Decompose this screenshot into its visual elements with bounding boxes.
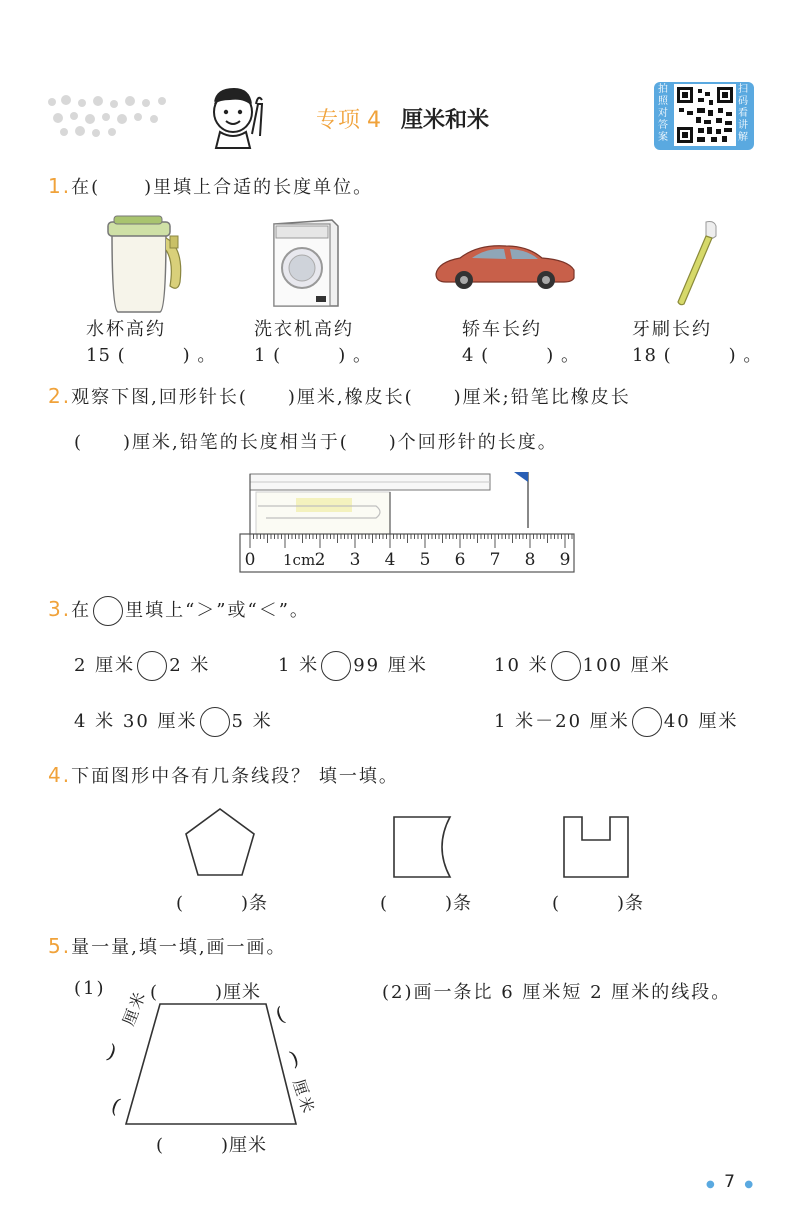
- q1-item4-label: 牙刷长约: [632, 319, 712, 340]
- q5-left-side-paren[interactable]: ): [104, 1039, 122, 1065]
- page-number: [706, 1172, 753, 1192]
- q4-answer-2[interactable]: ( )条: [380, 893, 473, 914]
- ruler-label: 9: [559, 550, 571, 570]
- q4-answer-3[interactable]: ( )条: [552, 893, 645, 914]
- q4-number: 4.: [48, 763, 72, 787]
- q1-stem-part2: )里填上合适的长度单位。: [144, 177, 374, 198]
- q3-row1-item2: [278, 651, 428, 681]
- q1-number: 1.: [48, 174, 72, 198]
- ruler-figure: [236, 468, 580, 574]
- cup-image: [104, 214, 190, 314]
- car-image: [432, 240, 578, 292]
- q5-right-side-paren-open[interactable]: (: [272, 1001, 290, 1027]
- q3-r2i2-right: 40 厘米: [663, 711, 739, 732]
- q5-number: 5.: [48, 934, 72, 958]
- q5-right-side-unit: 厘米: [289, 1076, 319, 1118]
- ruler-label: 8: [524, 550, 536, 570]
- ruler-label: 2: [314, 550, 326, 570]
- q2-number: 2.: [48, 384, 72, 408]
- q4-stem-text: 下面图形中各有几条线段？ 填一填。: [71, 766, 399, 787]
- q3-r1i1-right: 2 米: [169, 655, 211, 676]
- q5-right-side-paren-close[interactable]: ): [286, 1045, 304, 1071]
- ruler-label: 7: [489, 550, 501, 570]
- q3-r1i1-left: 2 厘米: [74, 655, 136, 676]
- pentagon-shape: [182, 806, 258, 878]
- q3-number: 3.: [48, 597, 72, 621]
- q5-stem: [48, 933, 287, 959]
- section-label: 专项 4: [316, 108, 381, 133]
- q1-item2-fill[interactable]: 1 ( ) 。: [254, 345, 372, 366]
- q3-r1i3-right: 100 厘米: [582, 655, 671, 676]
- compare-circle[interactable]: [200, 707, 230, 737]
- q1-item1-fill[interactable]: 15 ( ) 。: [86, 345, 217, 366]
- curved-shape: [390, 814, 456, 880]
- q3-r2i1-right: 5 米: [231, 711, 273, 732]
- dot-icon: ●: [706, 1179, 715, 1190]
- q1-stem: [48, 173, 373, 199]
- compare-circle[interactable]: [137, 651, 167, 681]
- ruler-label: 3: [349, 550, 361, 570]
- dot-icon: ●: [744, 1179, 754, 1190]
- ruler-label: 1cm: [283, 551, 316, 569]
- washing-machine-image: [266, 218, 342, 308]
- q5-left-side-paren-open[interactable]: (: [108, 1093, 126, 1119]
- q3-r1i2-left: 1 米: [278, 655, 320, 676]
- section-title: 厘米和米: [401, 108, 490, 133]
- q1-stem-part1: 在(: [71, 177, 101, 198]
- q1-item3-label: 轿车长约: [462, 319, 542, 340]
- q2-text-1: 观察下图,回形针长( )厘米,橡皮长( )厘米;铅笔比橡皮长: [71, 387, 631, 408]
- q1-item1-label: 水杯高约: [86, 319, 166, 340]
- q1-item2-label: 洗衣机高约: [254, 319, 354, 340]
- q3-r2i1-left: 4 米 30 厘米: [74, 711, 198, 732]
- page-title: [316, 103, 489, 134]
- compare-circle[interactable]: [632, 707, 662, 737]
- q1-item3-fill[interactable]: 4 ( ) 。: [462, 345, 580, 366]
- q3-r2i2-left: 1 米－20 厘米: [494, 711, 630, 732]
- q3-stem-part2: 里填上“＞”或“＜”。: [125, 600, 310, 621]
- ruler-label: 5: [419, 550, 431, 570]
- header-decor-dots: [44, 92, 174, 140]
- q5-stem-text: 量一量,填一填,画一画。: [71, 937, 287, 958]
- q3-stem: [48, 596, 310, 626]
- q3-r1i3-left: 10 米: [494, 655, 549, 676]
- q3-stem-part1: 在: [71, 600, 92, 621]
- q4-answer-1[interactable]: ( )条: [176, 893, 269, 914]
- ruler-label: 4: [384, 550, 396, 570]
- page-number-text: 7: [724, 1172, 735, 1192]
- q3-row1-item3: [494, 651, 671, 681]
- toothbrush-image: [672, 218, 728, 308]
- ruler-label: 0: [244, 550, 256, 570]
- q2-line2: ( )厘米,铅笔的长度相当于( )个回形针的长度。: [74, 432, 558, 453]
- compare-circle[interactable]: [321, 651, 351, 681]
- qr-side-text: 拍照对答案: [658, 84, 668, 143]
- q4-stem: [48, 762, 399, 788]
- q3-row2-item2: [494, 707, 738, 737]
- q5-part2-text: (2)画一条比 6 厘米短 2 厘米的线段。: [382, 982, 732, 1003]
- qr-right-text: 扫码看讲解: [738, 84, 748, 143]
- notched-shape: [560, 814, 632, 880]
- qr-code-icon[interactable]: [674, 84, 736, 146]
- boy-mascot-icon: [200, 82, 270, 150]
- q3-row1-item1: [74, 651, 210, 681]
- flag-icon: [514, 472, 528, 482]
- q5-top-side-fill[interactable]: ( )厘米: [150, 982, 262, 1003]
- q2-line1: [48, 383, 631, 409]
- ruler-label: 6: [454, 550, 466, 570]
- q5-bottom-side-fill[interactable]: ( )厘米: [156, 1135, 268, 1156]
- q5-part1-label: (1): [74, 978, 106, 999]
- trapezoid-shape: [120, 1000, 300, 1130]
- compare-circle[interactable]: [551, 651, 581, 681]
- compare-circle-example: [93, 596, 123, 626]
- q3-row2-item1: [74, 707, 273, 737]
- q1-item4-fill[interactable]: 18 ( ) 。: [632, 345, 763, 366]
- q3-r1i2-right: 99 厘米: [353, 655, 428, 676]
- q5-left-side-unit: 厘米: [118, 987, 150, 1029]
